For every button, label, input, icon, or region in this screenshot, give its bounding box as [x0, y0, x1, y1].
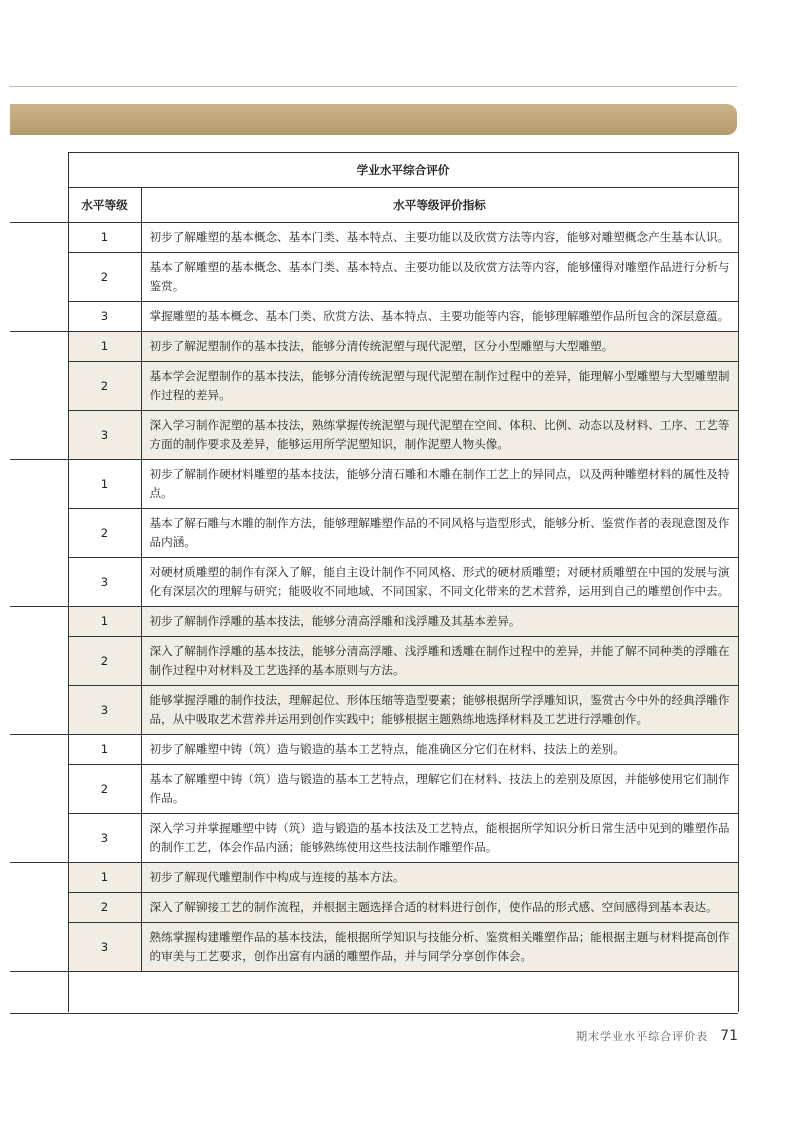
indicator-cell: 初步了解现代雕塑制作中构成与连接的基本方法。	[141, 863, 738, 893]
table-row	[10, 637, 738, 686]
spacer-cell	[68, 972, 738, 1013]
level-cell: 2	[68, 509, 141, 558]
table-row	[10, 863, 738, 893]
table-row	[10, 686, 738, 735]
level-cell: 1	[68, 332, 141, 362]
table-row	[10, 814, 738, 863]
level-cell: 2	[68, 253, 141, 302]
level-cell: 3	[68, 923, 141, 972]
indicator-cell: 基本了解石雕与木雕的制作方法，能够理解雕塑作品的不同风格与造型形式，能够分析、鉴赏作者的表现意图及作品内涵。	[141, 509, 738, 558]
table-row	[10, 253, 738, 302]
table-row	[10, 411, 738, 460]
section-label-cell	[10, 607, 68, 735]
indicator-cell: 基本学会泥塑制作的基本技法，能够分清传统泥塑与现代泥塑在制作过程中的差异，能理解小型雕塑与大型雕塑制作过程的差异。	[141, 362, 738, 411]
evaluation-table	[10, 152, 739, 1012]
indicator-cell: 深入了解制作浮雕的基本技法，能够分清高浮雕、浅浮雕和透雕在制作过程中的差异，并能了解不同种类的浮雕在制作过程中对材料及工艺选择的基本原则与方法。	[141, 637, 738, 686]
level-cell: 1	[68, 863, 141, 893]
section-label-cell	[10, 332, 68, 460]
indicator-cell: 初步了解制作浮雕的基本技法，能够分清高浮雕和浅浮雕及其基本差异。	[141, 607, 738, 637]
table-row	[10, 923, 738, 972]
footer-caption: 期末学业水平综合评价表	[576, 1030, 709, 1043]
table-row	[10, 332, 738, 362]
column-header-indicator: 水平等级评价指标	[141, 188, 738, 223]
level-cell: 3	[68, 411, 141, 460]
indicator-cell: 初步了解雕塑的基本概念、基本门类、基本特点、主要功能以及欣赏方法等内容，能够对雕塑概念产生基本认识。	[141, 223, 738, 253]
bottom-rule	[10, 1013, 738, 1014]
indicator-cell: 基本了解雕塑的基本概念、基本门类、基本特点、主要功能以及欣赏方法等内容，能够懂得对雕塑作品进行分析与鉴赏。	[141, 253, 738, 302]
level-cell: 2	[68, 637, 141, 686]
table-row	[10, 735, 738, 765]
header-band	[10, 104, 737, 135]
level-cell: 1	[68, 223, 141, 253]
section-label-cell	[10, 863, 68, 972]
indicator-cell: 初步了解制作硬材料雕塑的基本技法，能够分清石雕和木雕在制作工艺上的异同点，以及两种雕塑材料的属性及特点。	[141, 460, 738, 509]
table-row	[10, 893, 738, 923]
table-end-spacer	[10, 972, 738, 1013]
top-rule	[10, 86, 737, 87]
indicator-cell: 深入学习制作泥塑的基本技法，熟练掌握传统泥塑与现代泥塑在空间、体积、比例、动态以及材料、工序、工艺等方面的制作要求及差异，能够运用所学泥塑知识，制作泥塑人物头像。	[141, 411, 738, 460]
indicator-cell: 能够掌握浮雕的制作技法，理解起位、形体压缩等造型要素；能够根据所学浮雕知识，鉴赏古今中外的经典浮雕作品，从中吸取艺术营养并运用到创作实践中；能够根据主题熟练地选择材料及工艺进行浮雕创作。	[141, 686, 738, 735]
section-label-cell	[10, 223, 68, 332]
level-cell: 3	[68, 558, 141, 607]
indicator-cell: 熟练掌握构建雕塑作品的基本技法，能根据所学知识与技能分析、鉴赏相关雕塑作品；能根据主题与材料提高创作的审美与工艺要求，创作出富有内涵的雕塑作品，并与同学分享创作体会。	[141, 923, 738, 972]
table-row	[10, 302, 738, 332]
indicator-cell: 初步了解雕塑中铸（筑）造与锻造的基本工艺特点，能准确区分它们在材料、技法上的差别。	[141, 735, 738, 765]
table-row	[10, 460, 738, 509]
spacer-cell	[10, 972, 68, 1013]
indicator-cell: 基本了解雕塑中铸（筑）造与锻造的基本工艺特点，理解它们在材料、技法上的差别及原因，并能够使用它们制作作品。	[141, 765, 738, 814]
indicator-cell: 初步了解泥塑制作的基本技法，能够分清传统泥塑与现代泥塑，区分小型雕塑与大型雕塑。	[141, 332, 738, 362]
level-cell: 1	[68, 607, 141, 637]
indicator-cell: 深入了解铆接工艺的制作流程，并根据主题选择合适的材料进行创作，使作品的形式感、空间感得到基本表达。	[141, 893, 738, 923]
table-row	[10, 607, 738, 637]
indicator-cell: 对硬材质雕塑的制作有深入了解，能自主设计制作不同风格、形式的硬材质雕塑；对硬材质雕塑在中国的发展与演化有深层次的理解与研究；能吸收不同地域、不同国家、不同文化带来的艺术营养，运用到自己的雕塑创作中去。	[141, 558, 738, 607]
table-row	[10, 558, 738, 607]
side-column	[10, 153, 68, 223]
indicator-cell: 掌握雕塑的基本概念、基本门类、欣赏方法、基本特点、主要功能等内容，能够理解雕塑作品所包含的深层意蕴。	[141, 302, 738, 332]
level-cell: 2	[68, 765, 141, 814]
table-row	[10, 362, 738, 411]
level-cell: 2	[68, 893, 141, 923]
level-cell: 3	[68, 302, 141, 332]
level-cell: 3	[68, 814, 141, 863]
section-label-cell	[10, 460, 68, 607]
page-number: 71	[720, 1028, 738, 1044]
column-header-level: 水平等级	[68, 188, 141, 223]
table-row	[10, 765, 738, 814]
level-cell: 1	[68, 735, 141, 765]
table-row	[10, 509, 738, 558]
section-label-cell	[10, 735, 68, 863]
indicator-cell: 深入学习并掌握雕塑中铸（筑）造与锻造的基本技法及工艺特点，能根据所学知识分析日常生活中见到的雕塑作品的制作工艺，体会作品内涵；能够熟练使用这些技法制作雕塑作品。	[141, 814, 738, 863]
table-row	[10, 223, 738, 253]
table-title: 学业水平综合评价	[68, 153, 738, 188]
page-footer	[576, 1028, 738, 1044]
level-cell: 3	[68, 686, 141, 735]
level-cell: 2	[68, 362, 141, 411]
level-cell: 1	[68, 460, 141, 509]
